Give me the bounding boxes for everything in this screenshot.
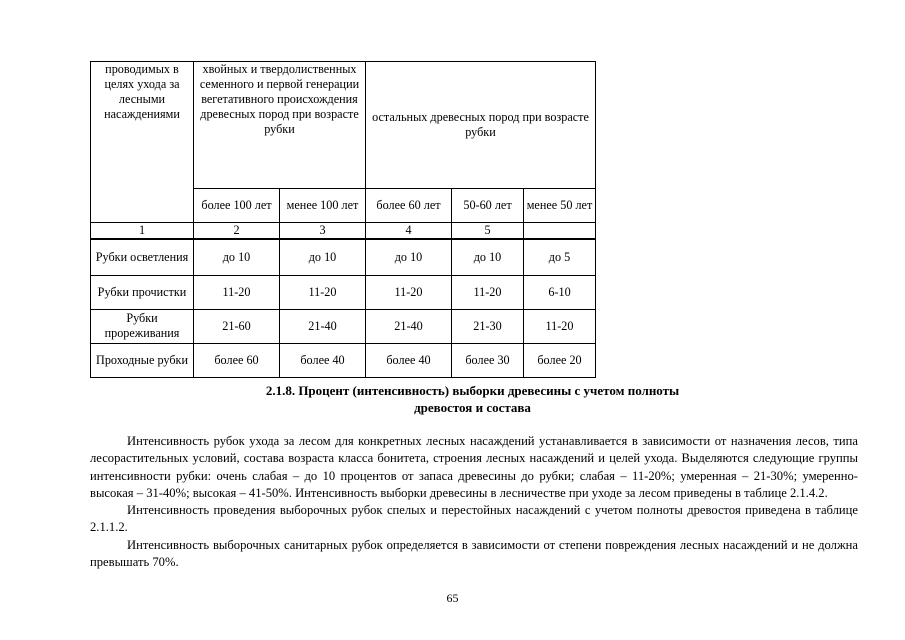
paragraph: Интенсивность рубок ухода за лесом для конкретных лесных насаждений устанавливается в зависимости от назначения лесов, типа лесорастительных условий, состава возраста класса бонитета, строения лесных насаждений и целей ухода. Выделяются следующие группы интенсивности рубки: очень слабая – до 10 процентов от запаса древесины до рубки; слабая – 11-20%; умеренная – 21-30%; умеренно-высокая – 31-40%; высокая – 41-50%. Интенсивность выборки древесины в лесничестве при уходе за лесом приведены в таблице 2.1.4.2. (90, 434, 858, 500)
table-cell: 11-20 (524, 309, 596, 343)
row-label: Рубки осветления (91, 239, 194, 275)
table-cell: до 10 (366, 239, 452, 275)
column-number-row (91, 223, 596, 240)
table-row (91, 239, 596, 275)
header-other-group: остальных древесных пород при возрасте рубки (366, 62, 596, 189)
table-cell: более 60 (194, 343, 280, 377)
table-cell: 21-40 (366, 309, 452, 343)
header-felling-type: проводимых в целях ухода за лесными насаждениями (91, 62, 194, 223)
table-cell: 6-10 (524, 275, 596, 309)
column-number: 3 (280, 223, 366, 240)
body-text (90, 433, 858, 571)
table-row (91, 275, 596, 309)
table-cell: 11-20 (452, 275, 524, 309)
table-cell: до 10 (194, 239, 280, 275)
table-cell: 21-60 (194, 309, 280, 343)
table-cell: 11-20 (366, 275, 452, 309)
header-age: более 100 лет (194, 189, 280, 223)
table-cell: до 10 (452, 239, 524, 275)
column-number: 2 (194, 223, 280, 240)
table-cell: 11-20 (280, 275, 366, 309)
header-conifer-group: хвойных и твердолиственных семенного и первой генерации вегетативного происхождения древесных пород при возрасте рубки (194, 62, 366, 189)
felling-intensity-table (90, 61, 596, 378)
table-cell: 21-40 (280, 309, 366, 343)
table-cell: до 10 (280, 239, 366, 275)
column-number: 1 (91, 223, 194, 240)
paragraph: Интенсивность выборочных санитарных рубок определяется в зависимости от степени повреждения лесных насаждений и не должна превышать 70%. (90, 537, 858, 570)
table-cell: более 20 (524, 343, 596, 377)
header-age: менее 50 лет (524, 189, 596, 223)
header-age: более 60 лет (366, 189, 452, 223)
section-heading (120, 382, 825, 416)
header-age: менее 100 лет (280, 189, 366, 223)
page-number: 65 (446, 591, 459, 605)
table-cell: более 40 (366, 343, 452, 377)
table-row (91, 309, 596, 343)
table-cell: до 5 (524, 239, 596, 275)
column-number (524, 223, 596, 240)
column-number: 5 (452, 223, 524, 240)
table-cell: более 40 (280, 343, 366, 377)
paragraph: Интенсивность проведения выборочных рубок спелых и перестойных насаждений с учетом полноты древостоя приведена в таблице 2.1.1.2. (90, 503, 858, 535)
row-label: Рубки прочистки (91, 275, 194, 309)
table-cell: 21-30 (452, 309, 524, 343)
row-label: Рубки прореживания (91, 309, 194, 343)
table-cell: более 30 (452, 343, 524, 377)
table-row (91, 343, 596, 377)
header-age: 50-60 лет (452, 189, 524, 223)
section-heading-line: древостоя и состава (414, 400, 531, 415)
section-heading-line: 2.1.8. Процент (интенсивность) выборки древесины с учетом полноты (265, 383, 680, 398)
column-number: 4 (366, 223, 452, 240)
table-cell: 11-20 (194, 275, 280, 309)
row-label: Проходные рубки (91, 343, 194, 377)
